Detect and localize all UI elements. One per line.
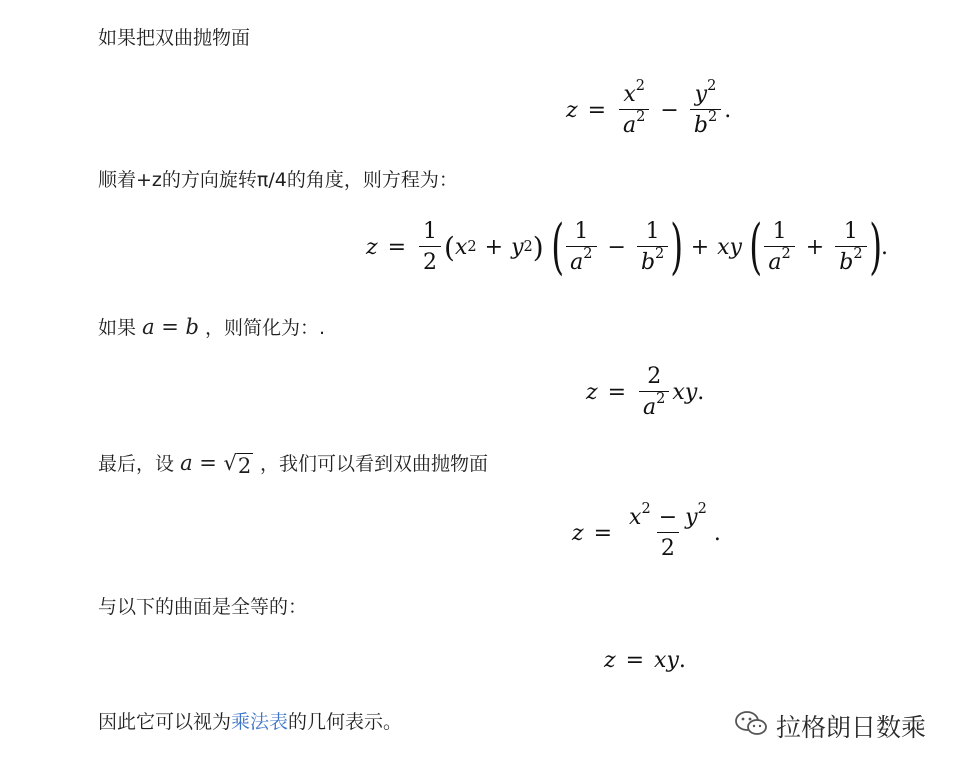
wechat-icon: [734, 709, 768, 743]
inline-math-a-sqrt2: a = √ 2: [180, 451, 252, 478]
watermark-text: 拉格朗日数乘: [775, 713, 926, 742]
p6-before: 因此它可以视为: [98, 711, 232, 733]
eq2-frac-half: $\frac{1}{2}$: [419, 219, 441, 276]
text-simplify: [98, 315, 325, 340]
eq1-z: z: [566, 97, 578, 123]
p6-after: 的几何表示。: [288, 711, 403, 733]
text-final: [98, 451, 488, 478]
equation-final: z = $\frac{x^2 - y^2}{2}$ .: [572, 501, 721, 562]
equation-hyperbolic-paraboloid: z = $\frac{x^2}{a^2}$ − $\frac{y^2}{b^2}$ .: [566, 78, 732, 139]
p4-before: 最后，设: [98, 453, 175, 475]
inline-math-a-equals-b: a = b: [142, 315, 199, 339]
eq1-minus: −: [660, 97, 679, 123]
watermark: [734, 708, 926, 744]
sqrt-sign: √: [223, 451, 237, 475]
eq1-frac-y: $\frac{y^2}{b^2}$: [690, 82, 721, 139]
eq2-frac-1b: $\frac{1}{b^2}$: [637, 219, 668, 276]
eq1-frac-x: $\frac{x^2}{a^2}$: [619, 82, 649, 139]
equation-simplified: z = $\frac{2}{a^2}$ xy .: [586, 364, 705, 421]
eq2-frac-1b-b: $\frac{1}{b^2}$: [835, 219, 866, 276]
eq2-frac-1a: $\frac{1}{a^2}$: [566, 219, 596, 276]
equation-xy: z = xy .: [604, 648, 686, 673]
text-rotation: 顺着+z的方向旋转π/4的角度，则方程为：: [98, 169, 458, 191]
text-congruent: 与以下的曲面是全等的：: [98, 596, 308, 618]
eq2-frac-1a-b: $\frac{1}{a^2}$: [764, 219, 794, 276]
multiplication-table-link[interactable]: 乘法表: [231, 711, 289, 733]
p3-after: ，则简化为：.: [205, 317, 326, 339]
text-conclusion: [98, 710, 402, 734]
p4-after: ，我们可以看到双曲抛物面: [259, 453, 488, 475]
equation-rotated: z = $\frac{1}{2}$ ( x 2 + y 2 ) ( $\frac{1}{a^2}$ − $\frac{1}{b^2}$ ) + xy ( $\frac{1}{a^2}$ + $\frac{1}{b^2}$ ) .: [366, 212, 888, 282]
eq1-equals: =: [587, 97, 607, 123]
p3-before: 如果: [98, 317, 137, 339]
text-intro: 如果把双曲抛物面: [98, 27, 251, 49]
